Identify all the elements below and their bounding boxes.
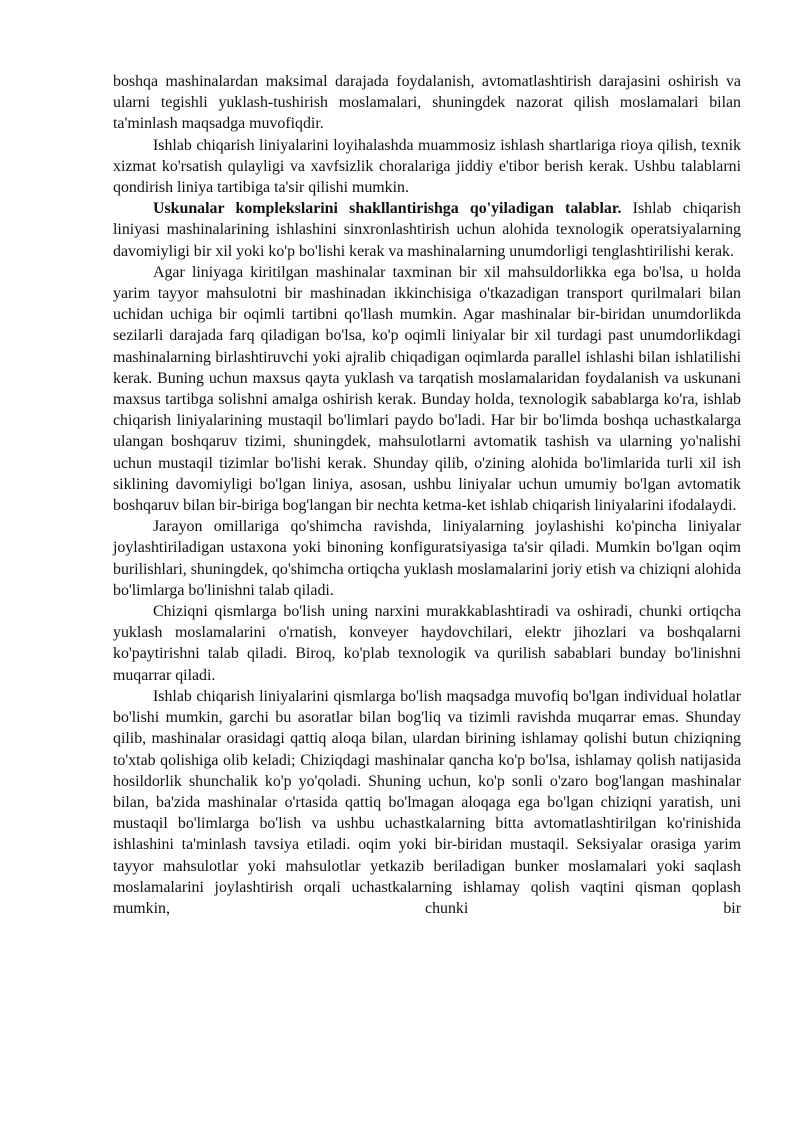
- paragraph-4: [113, 262, 741, 516]
- paragraph-3: [113, 198, 741, 262]
- paragraph-text: Agar liniyaga kiritilgan mashinalar taxminan bir xil mahsuldorlikka ega bo'lsa, u holda yarim tayyor mahsulotni bir mashinadan ikkinchisiga o'tkazadigan transport qurilmalari bilan uchidan uchiga bir oqimli tartibni qo'llash mumkin. Agar mashinalar bir-biridan unumdorlikda sezilarli darajada farq qiladigan bo'lsa, ko'p oqimli liniyalar bir xil turdagi past unumdorlikdagi mashinalarning birlashtiruvchi yoki ajralib chiqadigan oqimlarda parallel ishlashi bilan ishlatilishi kerak. Buning uchun maxsus qayta yuklash va tarqatish moslamalaridan foydalanish va uskunani maxsus tartibga solishni amalga oshirish kerak. Bunday holda, texnologik sabablarga ko'ra, ishlab chiqarish liniyalarining mustaqil bo'limlari paydo bo'ladi. Har bir bo'limda boshqa uchastkalarga ulangan boshqaruv tizimi, shuningdek, mahsulotlarni avtomatik tashish va ularning yo'nalishi uchun mustaqil tizimlar bo'lishi kerak. Shunday qilib, o'zining alohida bo'limlarida turli xil ish siklining davomiyligi bo'lgan liniya, asosan, ushbu liniyalar uchun umumiy bo'lgan avtomatik boshqaruv bilan bir-biriga bog'langan bir nechta ketma-ket ishlab chiqarish liniyalarini ifodalaydi.: [113, 263, 741, 515]
- paragraph-text: Jarayon omillariga qo'shimcha ravishda, liniyalarning joylashishi ko'pincha liniyalar joylashtiriladigan ustaxona yoki binoning konfiguratsiyasiga ta'sir qiladi. Mumkin bo'lgan oqim burilishlari, shuningdek, qo'shimcha ortiqcha yuklash moslamalarini joriy etish va chiziqni alohida bo'limlarga bo'linishni talab qiladi.: [113, 518, 741, 599]
- paragraph-text: Ishlab chiqarish liniyalarini loyihalashda muammosiz ishlash shartlariga rioya qilish, texnik xizmat ko'rsatish qulayligi va xavfsizlik choralariga jiddiy e'tibor berish kerak. Ushbu talablarni qondirish liniya tartibiga ta'sir qilishi mumkin.: [113, 136, 741, 197]
- paragraph-text: Ishlab chiqarish liniyalarini qismlarga bo'lish maqsadga muvofiq bo'lgan individual holatlar bo'lishi mumkin, garchi bu asoratlar bilan bog'liq va tizimli ravishda muqarrar emas. Shunday qilib, mashinalar orasidagi qattiq aloqa bilan, ulardan birining ishlamay qolishi butun chiziqning to'xtab qolishiga olib keladi; Chiziqdagi mashinalar qancha ko'p bo'lsa, ishlamay qolish natijasida hosildorlik shunchalik ko'p yo'qoladi. Shuning uchun, ko'p sonli o'zaro bog'langan mashinalar bilan, ba'zida mashinalar o'rtasida qattiq bo'lmagan aloqaga ega bo'lgan chiziqni yaratish, uni mustaqil bo'limlarga bo'lish va ushbu uchastkalarning bitta avtomatlashtirilgan ko'rinishida ishlashini ta'minlash tavsiya etiladi. oqim yoki bir-biridan mustaqil. Seksiyalar orasiga yarim tayyor mahsulotlar yoki mahsulotlar yetkazib beriladigan bunker moslamalari yoki saqlash moslamalarini joylashtirish orqali uchastkalarning ishlamay qolish vaqtini qisman qoplash mumkin, chunki bir: [113, 687, 741, 917]
- paragraph-5: [113, 516, 741, 601]
- paragraph-7: [113, 686, 741, 919]
- section-heading: Uskunalar komplekslarini shakllantirishga qo'yiladigan talablar.: [153, 200, 622, 218]
- paragraph-6: [113, 601, 741, 686]
- paragraph-text: Chiziqni qismlarga bo'lish uning narxini murakkablashtiradi va oshiradi, chunki ortiqcha yuklash moslamalarini o'rnatish, konveyer haydovchilari, elektr jihozlari va boshqalarni ko'paytirishni talab qiladi. Biroq, ko'plab texnologik va qurilish sabablari bunday bo'linishni muqarrar qiladi.: [113, 603, 741, 684]
- paragraph-text: boshqa mashinalardan maksimal darajada foydalanish, avtomatlashtirish darajasini oshirish va ularni tegishli yuklash-tushirish moslamalari, shuningdek nazorat qilish moslamalari bilan ta'minlash maqsadga muvofiqdir.: [113, 73, 741, 133]
- document-page: [113, 71, 741, 919]
- paragraph-text: Ishlab chiqarish liniyasi mashinalarining ishlashini sinxronlashtirish uchun alohida texnologik operatsiyalarning davomiyligi bir xil yoki ko'p bo'lishi kerak va mashinalarning unumdorligi tenglashtirilishi kerak.: [113, 200, 741, 260]
- paragraph-2: [113, 135, 741, 199]
- paragraph-1: [113, 71, 741, 135]
